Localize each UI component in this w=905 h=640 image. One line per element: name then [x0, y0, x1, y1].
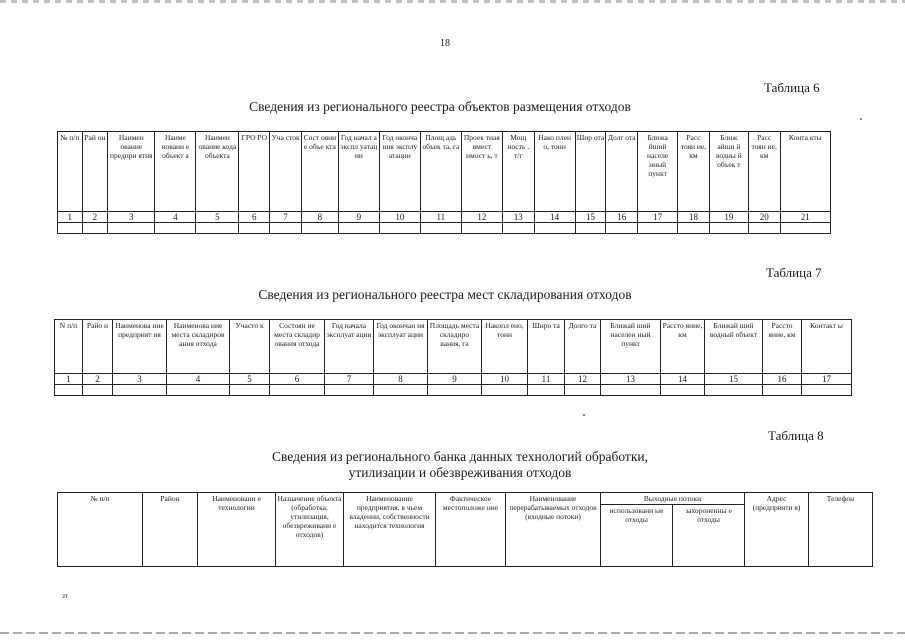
- table6: [57, 131, 831, 234]
- table6-header-cell: Наимен ование предпри ятия: [108, 132, 155, 212]
- table8-header-buried-waste: захороненны е отходы: [673, 505, 745, 567]
- table6-header-cell: Мощ ность , т/г: [502, 132, 534, 212]
- table7-number-cell: 7: [325, 374, 374, 385]
- table7-header-cell: Состоян ие места складир ования отхода: [270, 320, 325, 374]
- table7-number-cell: 1: [55, 374, 83, 385]
- table6-number-cell: 8: [301, 212, 338, 223]
- table7-number-cell: 5: [230, 374, 270, 385]
- table8-header-output-flows: Выходные потоки: [601, 493, 745, 505]
- table7-header-cell: Наименова ние места складиров ания отхода: [167, 320, 230, 374]
- table6-empty-row: [58, 223, 831, 234]
- table7-number-row: [55, 374, 852, 385]
- table7-number-cell: 2: [83, 374, 113, 385]
- table6-header-cell: Расс тоян ие, км: [748, 132, 780, 212]
- table6-header-cell: Нако плен о, тонн: [534, 132, 575, 212]
- table7-header-cell: Рассто яние, км: [661, 320, 705, 374]
- table6-header-cell: Расс тоян ие, км: [678, 132, 710, 212]
- table7-number-cell: 16: [763, 374, 802, 385]
- table8-title: [130, 449, 790, 481]
- table7-number-cell: 11: [528, 374, 565, 385]
- table7-number-cell: 17: [802, 374, 852, 385]
- table6-header-cell: Конта кты: [780, 132, 830, 212]
- table6-header-cell: Рай он: [82, 132, 108, 212]
- table6-number-cell: 15: [575, 212, 606, 223]
- scan-edge-bottom: [0, 632, 905, 634]
- table8-header-enterprise: Наименование предприятия, в чьем владении, собственности находится технология: [344, 493, 436, 567]
- table7-number-cell: 9: [428, 374, 482, 385]
- table6-header-cell: Ближа йший населе нный пункт: [638, 132, 678, 212]
- table7-header-cell: Накопл ено, тонн: [482, 320, 528, 374]
- table7-header-cell: Контакт ы: [802, 320, 852, 374]
- scan-speck: [860, 118, 862, 120]
- table6-number-cell: 18: [678, 212, 710, 223]
- table6-header-cell: Наиме новани е объект а: [155, 132, 196, 212]
- table7-header-cell: Наименова ние предприят ия: [113, 320, 167, 374]
- table7-label: Таблица 7: [766, 265, 822, 280]
- table8: [57, 492, 873, 567]
- table7-header-cell: Рассто яние, км: [763, 320, 802, 374]
- table7: [54, 319, 852, 396]
- table7-header-cell: Долго та: [565, 320, 601, 374]
- table7-number-cell: 13: [601, 374, 661, 385]
- table8-label: Таблица 8: [768, 428, 824, 443]
- table6-label: Таблица 6: [764, 80, 820, 95]
- table7-header-cell: Ближай ший водный объект: [705, 320, 763, 374]
- table8-header-num: № п/п: [58, 493, 143, 567]
- table6-number-row: [58, 212, 831, 223]
- table6-number-cell: 1: [58, 212, 83, 223]
- table7-number-cell: 4: [167, 374, 230, 385]
- table6-number-cell: 2: [82, 212, 108, 223]
- table7-header-row: [55, 320, 852, 374]
- table6-number-cell: 3: [108, 212, 155, 223]
- table6-header-cell: Год оконча ния эксплу атации: [379, 132, 420, 212]
- table6-number-cell: 21: [780, 212, 830, 223]
- table6-number-cell: 19: [709, 212, 748, 223]
- table6-header-cell: Ближ айши й водны й объек т: [709, 132, 748, 212]
- table7-header-cell: Площадь места складиро вания, га: [428, 320, 482, 374]
- table6-number-cell: 12: [461, 212, 502, 223]
- table6-number-cell: 20: [748, 212, 780, 223]
- footer-mark: зт: [62, 592, 68, 600]
- page-number: 18: [440, 38, 450, 49]
- table6-header-cell: Шир ота: [575, 132, 606, 212]
- table7-number-cell: 15: [705, 374, 763, 385]
- table6-title: Сведения из регионального реестра объектов размещения отходов: [249, 99, 631, 114]
- table6-number-cell: 11: [420, 212, 461, 223]
- table7-header-cell: Год окончан ия эксплуат ации: [374, 320, 428, 374]
- table6-number-cell: 4: [155, 212, 196, 223]
- table6-header-cell: ГРО РО: [239, 132, 270, 212]
- table8-header-address: Адрес (предприяти я): [745, 493, 809, 567]
- table7-header-cell: Райо н: [83, 320, 113, 374]
- table6-number-cell: 9: [338, 212, 379, 223]
- table6-header-cell: Долг ота: [606, 132, 638, 212]
- table8-header-used-waste: использованн ые отходы: [601, 505, 673, 567]
- table6-header-cell: № п/п: [58, 132, 83, 212]
- table6-header-cell: Площ адь объек та, га: [420, 132, 461, 212]
- table6-header-cell: Наимен ование кода объекта: [196, 132, 239, 212]
- scan-speck: [583, 414, 585, 416]
- table6-header-cell: Сост ояни е объе кта: [301, 132, 338, 212]
- table6-number-cell: 10: [379, 212, 420, 223]
- table8-header-purpose: Назначение объекта (обработка, утилизация, обезвреживани е отходов): [276, 493, 344, 567]
- table7-header-cell: Ближай ший населен ный пункт: [601, 320, 661, 374]
- table8-title-line1: Сведения из регионального банка данных технологий обработки,: [271, 449, 648, 464]
- table7-header-cell: Участо к: [230, 320, 270, 374]
- table6-number-cell: 16: [606, 212, 638, 223]
- table8-header-processed: Наименование перерабатываемых отходов (входные потоки): [506, 493, 601, 567]
- table6-header-cell: Год начал а экспл уатац ии: [338, 132, 379, 212]
- table7-number-cell: 14: [661, 374, 705, 385]
- table7-empty-row: [55, 385, 852, 396]
- table7-number-cell: 12: [565, 374, 601, 385]
- table7-title: Сведения из регионального реестра мест складирования отходов: [258, 287, 632, 302]
- table8-header-phone: Телефон: [809, 493, 873, 567]
- table6-number-cell: 6: [239, 212, 270, 223]
- table6-number-cell: 17: [638, 212, 678, 223]
- table8-title-line2: утилизации и обезвреживания отходов: [348, 465, 572, 480]
- table6-header-row: [58, 132, 831, 212]
- table8-header-row-1: [58, 493, 873, 505]
- table7-number-cell: 10: [482, 374, 528, 385]
- table6-header-cell: Проек тная вмест имост ь, т: [461, 132, 502, 212]
- table7-number-cell: 6: [270, 374, 325, 385]
- table8-header-district: Район: [143, 493, 198, 567]
- table7-header-cell: N п/п: [55, 320, 83, 374]
- table6-number-cell: 14: [534, 212, 575, 223]
- table6-header-cell: Уча сток: [270, 132, 302, 212]
- table6-number-cell: 13: [502, 212, 534, 223]
- table8-header-location: Фактическое местоположе ние: [436, 493, 506, 567]
- table7-number-cell: 8: [374, 374, 428, 385]
- table8-header-tech-name: Наименовани е технологии: [198, 493, 276, 567]
- table6-number-cell: 7: [270, 212, 302, 223]
- table6-number-cell: 5: [196, 212, 239, 223]
- table7-number-cell: 3: [113, 374, 167, 385]
- scan-edge-top: [0, 0, 905, 3]
- table7-header-cell: Год начала эксплуат ации: [325, 320, 374, 374]
- table7-header-cell: Широ та: [528, 320, 565, 374]
